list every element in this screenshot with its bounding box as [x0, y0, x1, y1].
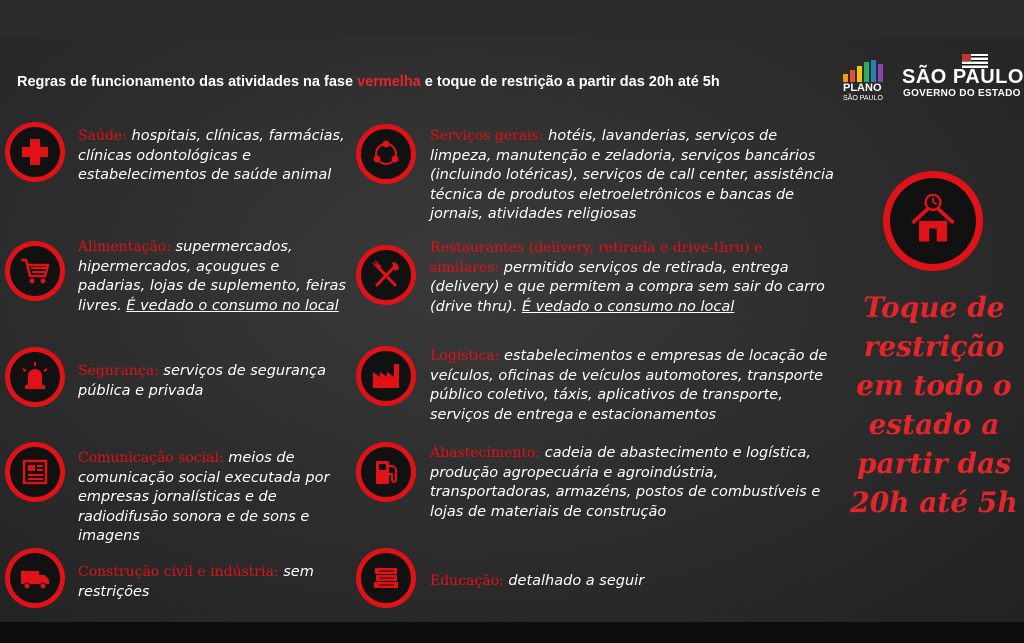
curfew-text: Toque de restrição em todo o estado a partir das 20h até 5h [850, 291, 1018, 519]
slide [0, 38, 1024, 622]
fuel-pump-icon [356, 442, 416, 502]
factory-icon [356, 346, 416, 406]
fork-knife-icon [356, 245, 416, 305]
item-comunicacao-social: Comunicação social: meios de comunicação social executada por empresas jornalísticas e de radiodifusão sonora e de sons e imagens [78, 450, 330, 544]
governo-sp-logo [902, 54, 1024, 104]
item-alimentacao: Alimentação: supermercados, hipermercados, açougues e padarias, lojas de suplemento, feiras livres. É vedado o consumo no local [78, 239, 346, 314]
truck-icon [5, 548, 65, 608]
item-construcao-civil: Construção civil e indústria: sem restrições [78, 564, 314, 600]
general-services-icon [356, 124, 416, 184]
sp-name-label: SÃO PAULO [902, 66, 1024, 88]
item-servicos-gerais: Serviços gerais: hotéis, lavanderias, serviços de limpeza, manutenção e zeladoria, serviços bancários (incluindo lotéricas), serviços de call center, assistência técnica de produtos eletroeletrônicos e bancas de jornais, atividades religiosas [430, 128, 834, 222]
top-bar [0, 0, 1024, 38]
item-abastecimento: Abastecimento: cadeia de abastecimento e logística, produção agropecuária e agroindústria, transportadoras, armazéns, postos de combustíveis e lojas de materiais de construção [430, 445, 821, 520]
item-educacao: Educação: detalhado a seguir [430, 573, 645, 589]
slide-title: Regras de funcionamento das atividades na fase vermelha e toque de restrição a partir das 20h até 5h [17, 74, 720, 90]
plano-sub-label: SÃO PAULO [843, 95, 883, 102]
bottom-bar [0, 622, 1024, 643]
item-restaurantes: Restaurantes (delivery, retirada e drive-thru) e similares: permitido serviços de retirada, entrega (delivery) e que permitem a compra sem sair do carro (drive thru). É vedado o consumo no local [430, 240, 825, 315]
sp-gov-label: GOVERNO DO ESTADO [903, 88, 1021, 99]
house-clock-icon [883, 171, 983, 271]
plano-label: PLANO [843, 82, 882, 94]
shopping-cart-icon [5, 241, 65, 301]
plano-bars-icon [843, 60, 889, 82]
siren-icon [5, 347, 65, 407]
item-seguranca: Segurança: serviços de segurança pública e privada [78, 363, 326, 399]
plano-sao-paulo-logo [843, 60, 891, 104]
item-logistica: Logística: estabelecimentos e empresas de locação de veículos, oficinas de veículos automotores, transporte público coletivo, táxis, aplicativos de transporte, serviços de entrega e estacionamentos [430, 348, 828, 423]
item-saude: Saúde: hospitais, clínicas, farmácias, clínicas odontológicas e estabelecimentos de saúde animal [78, 128, 345, 183]
medical-cross-icon [5, 122, 65, 182]
newspaper-icon [5, 442, 65, 502]
books-icon [356, 548, 416, 608]
